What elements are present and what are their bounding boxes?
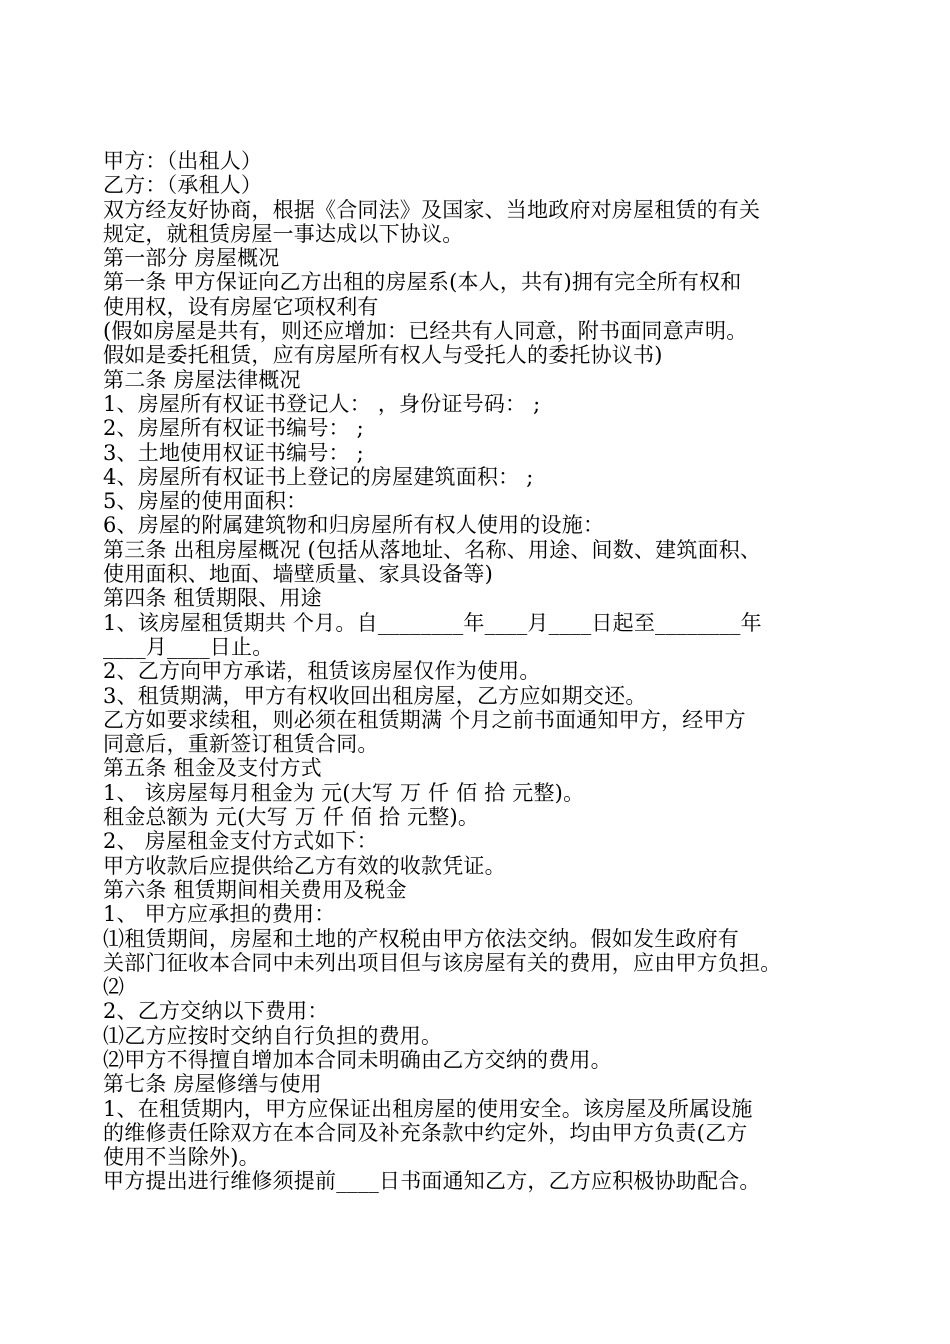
article-2-item: 4、房屋所有权证书上登记的房屋建筑面积： ; — [103, 464, 534, 489]
article-6-subitem: ⑴乙方应按时交纳自行负担的费用。 — [103, 1023, 443, 1048]
article-1-line: 使用权，设有房屋它项权利有 — [103, 294, 379, 319]
article-7-item: 的维修责任除双方在本合同及补充条款中约定外，均由甲方负责(乙方 — [103, 1120, 748, 1145]
article-6-subitem: ⑵ — [103, 975, 125, 1000]
article-6-subitem: ⑵甲方不得擅自增加本合同未明确由乙方交纳的费用。 — [103, 1047, 612, 1072]
party-b-line: 乙方：（承租人） — [103, 173, 263, 198]
article-6-subitem: ⑴租赁期间，房屋和土地的产权税由甲方依法交纳。假如发生政府有 — [103, 926, 739, 951]
article-2-item: 5、房屋的使用面积： — [103, 489, 308, 514]
article-4-heading: 第四条 租赁期限、用途 — [103, 586, 322, 611]
article-2-item: 1、房屋所有权证书登记人： ，身份证号码： ; — [103, 391, 541, 416]
article-5-line: 租金总额为 元(大写 万 仟 佰 拾 元整)。 — [103, 805, 480, 830]
article-7-line: 甲方提出进行维修须提前____日书面通知乙方，乙方应积极协助配合。 — [103, 1169, 761, 1194]
article-4-item: ____月____日止。 — [103, 634, 274, 659]
article-3-line: 使用面积、地面、墙壁质量、家具设备等) — [103, 562, 493, 587]
article-6-item: 1、 甲方应承担的费用： — [103, 902, 336, 927]
article-1-note: (假如房屋是共有，则还应增加：已经共有人同意，附书面同意声明。 — [103, 319, 748, 344]
preamble-line: 规定，就租赁房屋一事达成以下协议。 — [103, 221, 464, 246]
article-4-line: 同意后，重新签订租赁合同。 — [103, 732, 379, 757]
article-6-item: 2、乙方交纳以下费用： — [103, 999, 329, 1024]
article-5-heading: 第五条 租金及支付方式 — [103, 756, 322, 781]
article-5-item: 2、 房屋租金支付方式如下： — [103, 829, 378, 854]
party-a-line: 甲方：（出租人） — [103, 149, 263, 173]
article-6-heading: 第六条 租赁期间相关费用及税金 — [103, 877, 407, 902]
article-2-item: 2、房屋所有权证书编号： ; — [103, 416, 364, 441]
article-7-heading: 第七条 房屋修缮与使用 — [103, 1072, 322, 1097]
article-1-line: 第一条 甲方保证向乙方出租的房屋系(本人，共有)拥有完全所有权和 — [103, 270, 742, 295]
article-4-line: 乙方如要求续租，则必须在租赁期满 个月之前书面通知甲方，经甲方 — [103, 707, 746, 732]
article-5-line: 甲方收款后应提供给乙方有效的收款凭证。 — [103, 853, 506, 878]
article-4-item: 1、该房屋租赁期共 个月。自________年____月____日起至________年 — [103, 610, 762, 635]
article-5-item: 1、 该房屋每月租金为 元(大写 万 仟 佰 拾 元整)。 — [103, 780, 585, 805]
article-1-note: 假如是委托租赁，应有房屋所有权人与受托人的委托协议书) — [103, 343, 663, 368]
article-4-item: 3、租赁期满，甲方有权收回出租房屋，乙方应如期交还。 — [103, 683, 647, 708]
article-4-item: 2、乙方向甲方承诺，租赁该房屋仅作为使用。 — [103, 659, 541, 684]
article-2-heading: 第二条 房屋法律概况 — [103, 367, 301, 392]
article-7-item: 使用不当除外)。 — [103, 1145, 260, 1170]
article-2-item: 3、土地使用权证书编号： ; — [103, 440, 364, 465]
document-body — [103, 149, 863, 1194]
article-3-heading: 第三条 出租房屋概况 (包括从落地址、名称、用途、间数、建筑面积、 — [103, 537, 762, 562]
preamble-line: 双方经友好协商，根据《合同法》及国家、当地政府对房屋租赁的有关 — [103, 197, 761, 222]
article-2-item: 6、房屋的附属建筑物和归房屋所有权人使用的设施： — [103, 513, 605, 538]
part-heading: 第一部分 房屋概况 — [103, 246, 280, 271]
article-6-subitem: 关部门征收本合同中未列出项目但与该房屋有关的费用，应由甲方负担。 — [103, 950, 782, 975]
article-7-item: 1、在租赁期内，甲方应保证出租房屋的使用安全。该房屋及所属设施 — [103, 1096, 753, 1121]
